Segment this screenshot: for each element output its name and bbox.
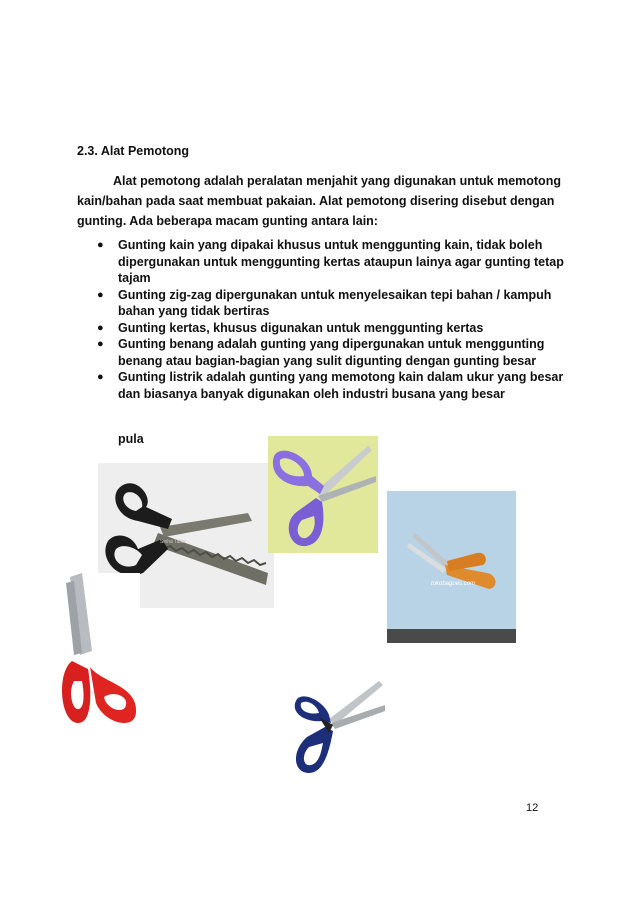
list-item	[96, 369, 566, 402]
bullet-icon: ●	[97, 371, 104, 383]
list-item	[96, 237, 566, 287]
bullet-icon: ●	[97, 288, 104, 301]
list-item-text: Gunting zig-zag dipergunakan untuk menyelesaikan tepi bahan / kampuh bahan yang tidak bertiras	[118, 287, 552, 318]
watermark-text: Sinha Tailor	[160, 539, 187, 545]
list-item	[96, 287, 566, 320]
bullet-icon: ●	[97, 338, 104, 350]
list-item-text: Gunting kertas, khusus digunakan untuk menggunting kertas	[118, 320, 484, 335]
bullet-icon: ●	[97, 321, 104, 334]
list-item-text: Gunting listrik adalah gunting yang memotong kain dalam ukur yang besar dan biasanya banyak digunakan oleh industri busana yang besar	[118, 370, 564, 401]
list-continuation: pula	[118, 432, 144, 446]
thread-snips-image	[387, 491, 516, 643]
list-item	[96, 320, 566, 337]
purple-scissors-image	[268, 436, 378, 553]
bullet-icon: ●	[97, 239, 104, 251]
list-item-text: Gunting benang adalah gunting yang dipergunakan untuk menggunting benang atau bagian-bagian yang sulit digunting dengan gunting besar	[118, 337, 545, 368]
red-scissors-image	[52, 573, 140, 738]
watermark-text: tokobagoes.com	[431, 581, 476, 587]
blue-scissors-image	[289, 681, 385, 776]
scissors-type-list	[96, 237, 566, 402]
list-item	[96, 336, 566, 369]
list-item-text: Gunting kain yang dipakai khusus untuk menggunting kain, tidak boleh dipergunakan untuk menggunting kertas ataupun lainya agar gunting tetap tajam	[118, 238, 564, 285]
intro-paragraph	[77, 171, 567, 231]
page-number: 12	[526, 802, 539, 814]
section-heading: 2.3. Alat Pemotong	[77, 144, 190, 158]
intro-text: Alat pemotong adalah peralatan menjahit yang digunakan untuk memotong kain/bahan pada saat membuat pakaian. Alat pemotong disering disebut dengan gunting. Ada beberapa macam gunting antara lain:	[77, 174, 561, 228]
